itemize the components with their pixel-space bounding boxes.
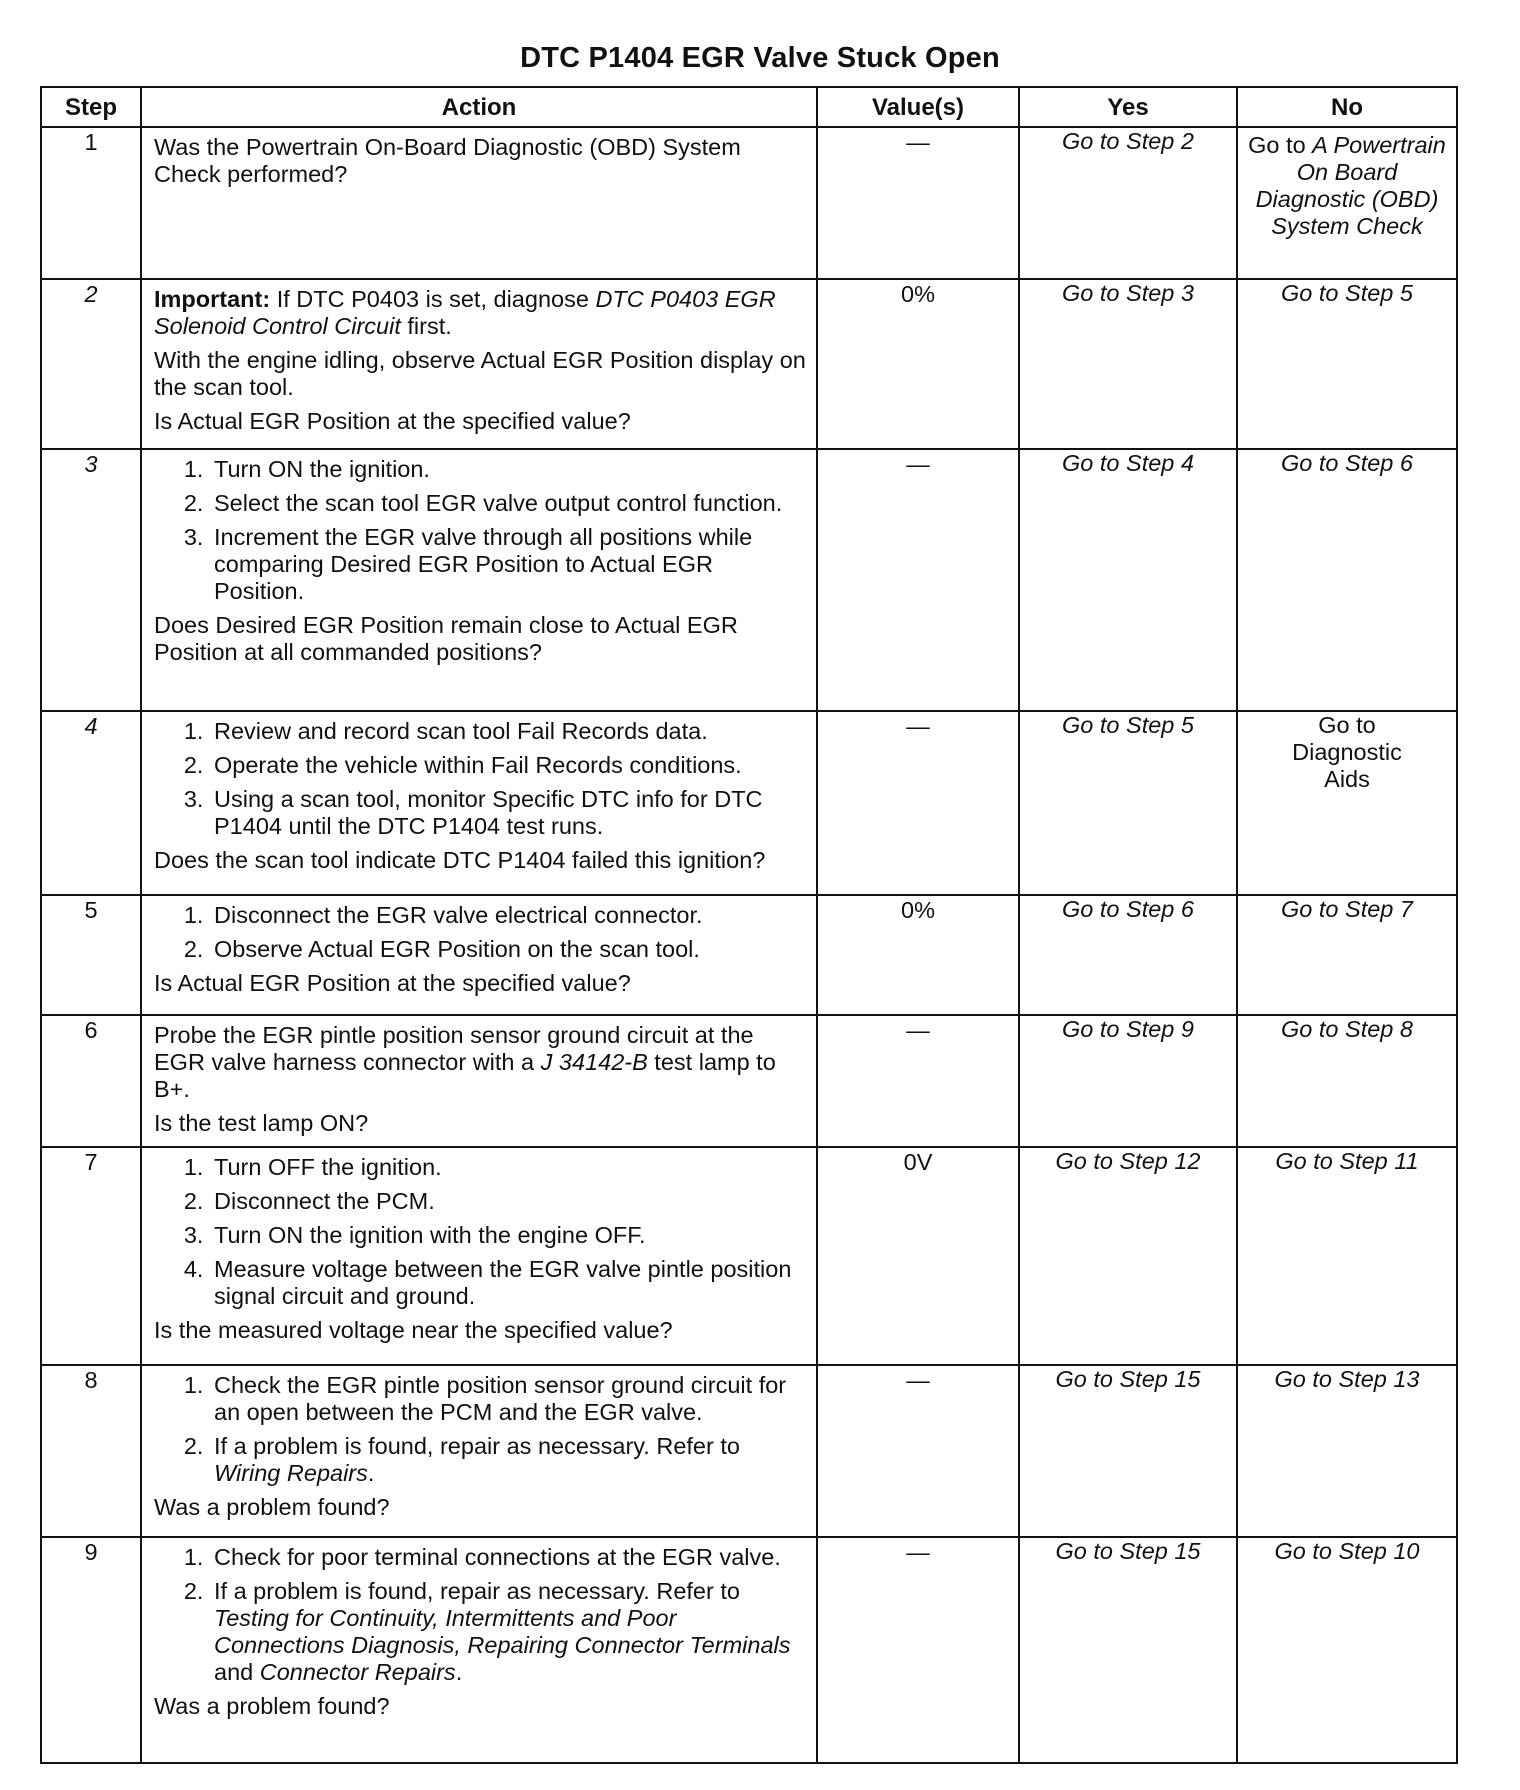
action-cell — [141, 1537, 817, 1763]
action-step: 2. If a problem is found, repair as necessary. Refer to Testing for Continuity, Intermittents and Poor Connections Diagnosis, Repairing Connector Terminals and Connector Repairs. — [210, 1578, 806, 1686]
header-yes: Yes — [1019, 87, 1237, 127]
no-link[interactable]: A Powertrain On Board Diagnostic (OBD) System Check — [1255, 132, 1446, 239]
action-steps — [154, 1154, 806, 1310]
action-step: 3. Using a scan tool, monitor Specific DTC info for DTC P1404 until the DTC P1404 test runs. — [210, 786, 806, 840]
action-step: 2. Observe Actual EGR Position on the scan tool. — [210, 936, 806, 963]
action-question: Was the Powertrain On-Board Diagnostic (OBD) System Check performed? — [154, 134, 741, 187]
value-cell: — — [817, 1365, 1019, 1537]
value-cell: — — [817, 711, 1019, 895]
action-step: 3. Increment the EGR valve through all positions while comparing Desired EGR Position to Actual EGR Position. — [210, 524, 806, 605]
step-number: 6 — [41, 1015, 141, 1147]
yes-cell — [1019, 895, 1237, 1015]
table-row — [41, 1365, 1457, 1537]
no-link[interactable]: Go to Step 5 — [1281, 280, 1413, 306]
action-step: 1. Check the EGR pintle position sensor ground circuit for an open between the PCM and the EGR valve. — [210, 1372, 806, 1426]
no-cell — [1237, 1147, 1457, 1365]
value-cell: — — [817, 127, 1019, 279]
step-number: 2 — [41, 279, 141, 449]
no-link[interactable]: Go to Step 7 — [1281, 896, 1413, 922]
table-row — [41, 711, 1457, 895]
important-label: Important: — [154, 286, 271, 312]
page-title: DTC P1404 EGR Valve Stuck Open — [520, 42, 1000, 74]
action-question: Does Desired EGR Position remain close to Actual EGR Position at all commanded positions? — [154, 612, 738, 665]
yes-cell — [1019, 1015, 1237, 1147]
important-reference: DTC P0403 EGR Solenoid Control Circuit — [154, 286, 776, 339]
action-steps — [154, 1544, 806, 1686]
yes-link[interactable]: Go to Step 12 — [1055, 1148, 1201, 1174]
action-step: 1. Disconnect the EGR valve electrical connector. — [210, 902, 806, 929]
action-step: 2. Disconnect the PCM. — [210, 1188, 806, 1215]
yes-cell — [1019, 711, 1237, 895]
table-row — [41, 1147, 1457, 1365]
action-question: Is the test lamp ON? — [154, 1110, 369, 1136]
no-link[interactable]: Go to Step 13 — [1274, 1366, 1420, 1392]
action-steps — [154, 718, 806, 840]
step-number: 4 — [41, 711, 141, 895]
yes-link[interactable]: Go to Step 3 — [1062, 280, 1194, 306]
header-step: Step — [41, 87, 141, 127]
table-row — [41, 127, 1457, 279]
yes-link[interactable]: Go to Step 2 — [1062, 128, 1194, 154]
repair-reference: Wiring Repairs — [214, 1460, 368, 1486]
header-action: Action — [141, 87, 817, 127]
yes-link[interactable]: Go to Step 15 — [1055, 1366, 1201, 1392]
no-cell — [1237, 449, 1457, 711]
step-number: 9 — [41, 1537, 141, 1763]
header-values: Value(s) — [817, 87, 1019, 127]
action-step: 1. Turn OFF the ignition. — [210, 1154, 806, 1181]
value-cell: 0% — [817, 895, 1019, 1015]
no-cell — [1237, 127, 1457, 279]
action-cell — [141, 1015, 817, 1147]
no-cell — [1237, 1015, 1457, 1147]
table-row — [41, 895, 1457, 1015]
tool-reference: J 34142-B — [540, 1049, 648, 1075]
action-paragraph: With the engine idling, observe Actual EGR Position display on the scan tool. — [154, 347, 806, 400]
no-cell — [1237, 711, 1457, 895]
diagnostic-table — [40, 86, 1458, 1764]
action-steps — [154, 456, 806, 605]
action-question: Is the measured voltage near the specified value? — [154, 1317, 673, 1343]
action-paragraph: Probe the EGR pintle position sensor ground circuit at the EGR valve harness connector with a J 34142-B test lamp to B+. — [154, 1022, 776, 1102]
action-step: 1. Review and record scan tool Fail Records data. — [210, 718, 806, 745]
action-step: 1. Check for poor terminal connections at the EGR valve. — [210, 1544, 806, 1571]
no-prefix: Go to — [1248, 132, 1313, 158]
no-link[interactable]: Go to Step 8 — [1281, 1016, 1413, 1042]
header-no: No — [1237, 87, 1457, 127]
action-step: 4. Measure voltage between the EGR valve pintle position signal circuit and ground. — [210, 1256, 806, 1310]
repair-reference: Connector Repairs — [259, 1659, 456, 1685]
yes-cell — [1019, 127, 1237, 279]
value-cell: 0V — [817, 1147, 1019, 1365]
table-row — [41, 1537, 1457, 1763]
step-number: 1 — [41, 127, 141, 279]
step-number: 3 — [41, 449, 141, 711]
action-step: 2. Operate the vehicle within Fail Records conditions. — [210, 752, 806, 779]
action-cell — [141, 449, 817, 711]
action-cell — [141, 279, 817, 449]
yes-link[interactable]: Go to Step 15 — [1055, 1538, 1201, 1564]
action-question: Does the scan tool indicate DTC P1404 failed this ignition? — [154, 847, 766, 873]
action-step: 2. If a problem is found, repair as necessary. Refer to Wiring Repairs. — [210, 1433, 806, 1487]
action-step: 2. Select the scan tool EGR valve output control function. — [210, 490, 806, 517]
no-link[interactable]: Go to Step 11 — [1275, 1148, 1419, 1174]
no-cell — [1237, 1365, 1457, 1537]
yes-cell — [1019, 1537, 1237, 1763]
yes-link[interactable]: Go to Step 6 — [1062, 896, 1194, 922]
action-cell — [141, 1147, 817, 1365]
no-cell — [1237, 279, 1457, 449]
yes-link[interactable]: Go to Step 4 — [1062, 450, 1194, 476]
value-cell: — — [817, 1537, 1019, 1763]
table-row — [41, 1015, 1457, 1147]
no-cell — [1237, 1537, 1457, 1763]
no-cell — [1237, 895, 1457, 1015]
yes-cell — [1019, 1147, 1237, 1365]
value-cell: 0% — [817, 279, 1019, 449]
action-question: Is Actual EGR Position at the specified value? — [154, 970, 631, 996]
repair-reference: Testing for Continuity, Intermittents and Poor Connections Diagnosis, Repairing Connector Terminals — [214, 1605, 791, 1658]
action-question: Was a problem found? — [154, 1494, 390, 1520]
table-row — [41, 449, 1457, 711]
action-steps — [154, 902, 806, 963]
yes-link[interactable]: Go to Step 5 — [1062, 712, 1194, 738]
no-link[interactable]: Go to Diagnostic Aids — [1292, 712, 1402, 792]
step-number: 7 — [41, 1147, 141, 1365]
header-row — [41, 87, 1457, 127]
no-link[interactable]: Go to Step 6 — [1281, 450, 1413, 476]
action-cell — [141, 1365, 817, 1537]
action-step: 1. Turn ON the ignition. — [210, 456, 806, 483]
action-question: Is Actual EGR Position at the specified value? — [154, 408, 631, 434]
yes-link[interactable]: Go to Step 9 — [1062, 1016, 1194, 1042]
no-link[interactable]: Go to Step 10 — [1274, 1538, 1420, 1564]
value-cell: — — [817, 1015, 1019, 1147]
yes-cell — [1019, 1365, 1237, 1537]
action-steps — [154, 1372, 806, 1487]
action-question: Was a problem found? — [154, 1693, 390, 1719]
step-number: 5 — [41, 895, 141, 1015]
action-step: 3. Turn ON the ignition with the engine OFF. — [210, 1222, 806, 1249]
table-row — [41, 279, 1457, 449]
important-note: Important: If DTC P0403 is set, diagnose DTC P0403 EGR Solenoid Control Circuit first. — [154, 286, 776, 339]
step-number: 8 — [41, 1365, 141, 1537]
action-cell — [141, 127, 817, 279]
yes-cell — [1019, 449, 1237, 711]
value-cell: — — [817, 449, 1019, 711]
action-cell — [141, 711, 817, 895]
yes-cell — [1019, 279, 1237, 449]
action-cell — [141, 895, 817, 1015]
